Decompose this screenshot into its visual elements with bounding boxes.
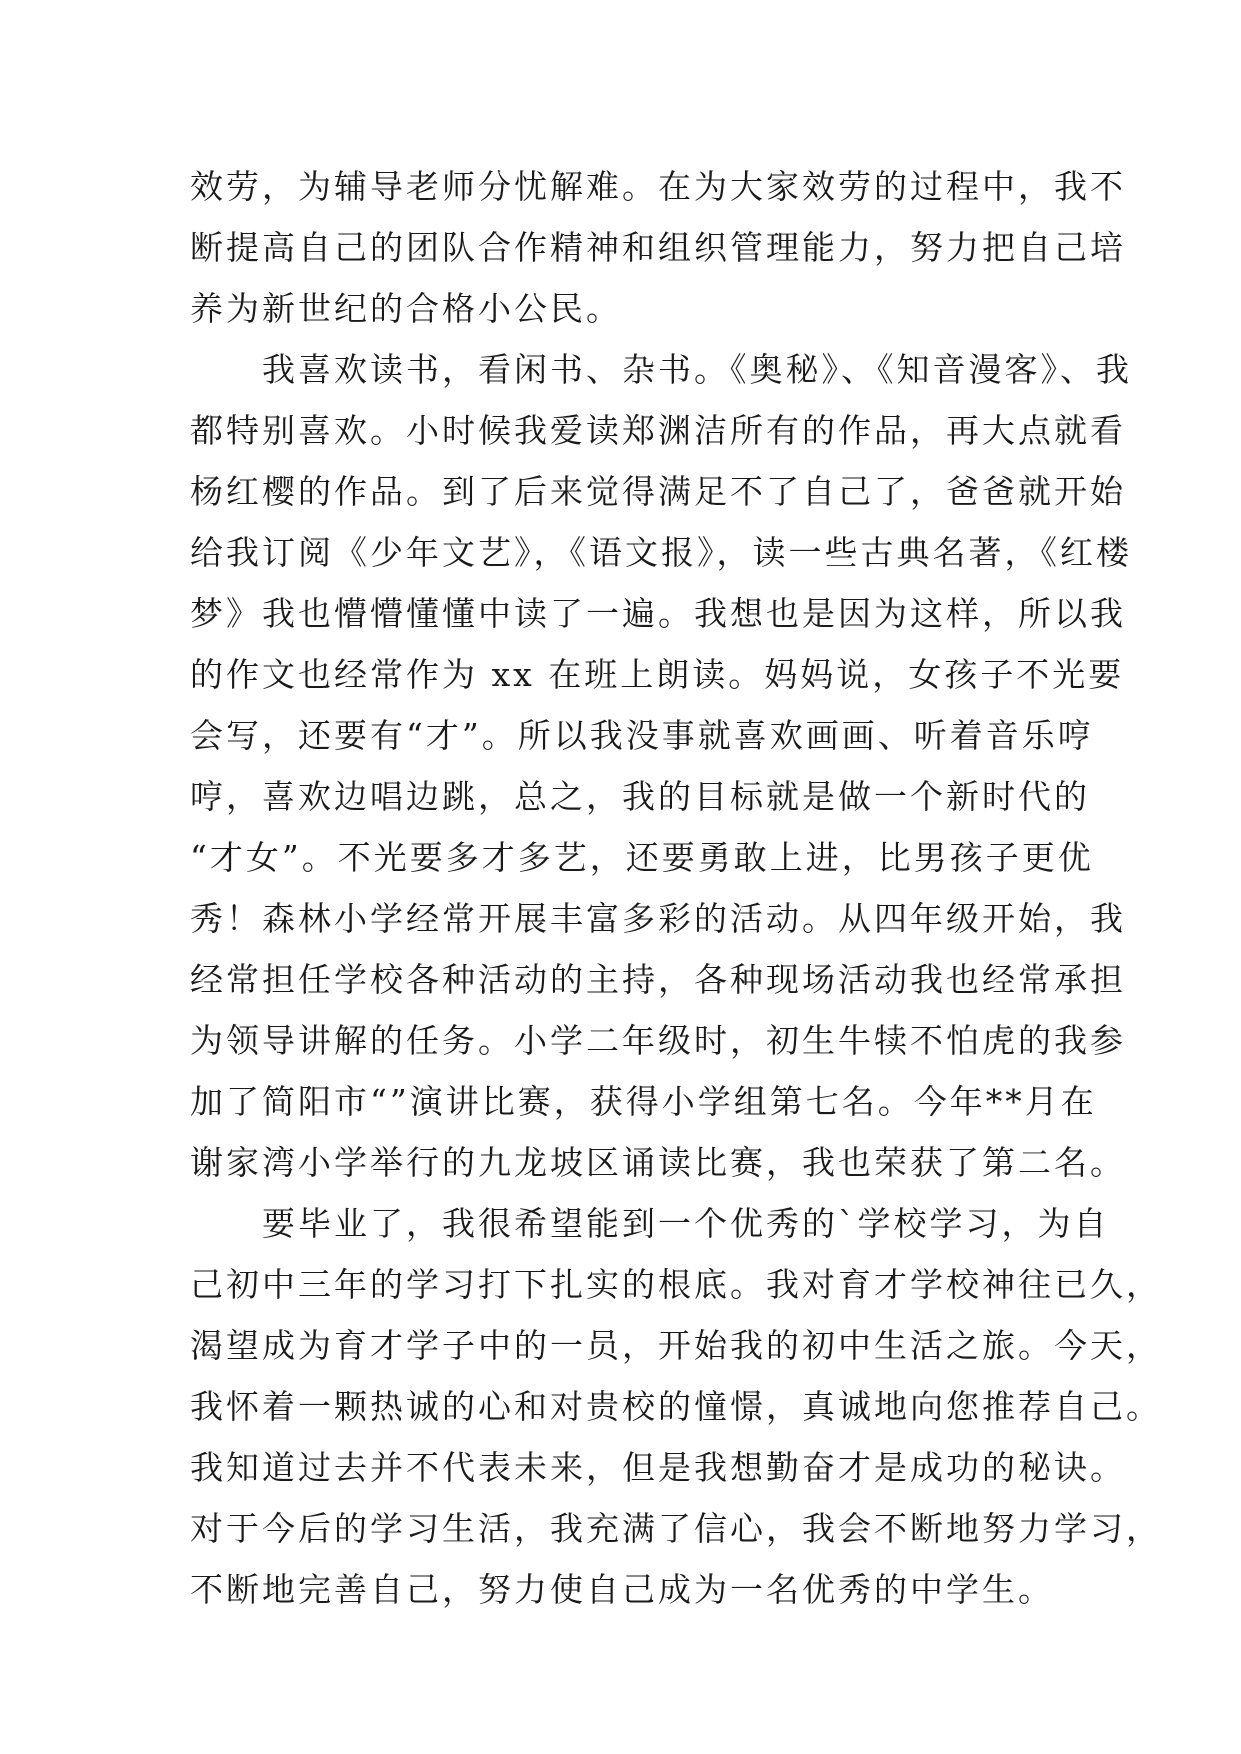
text-line: 为领导讲解的任务。小学二年级时，初生牛犊不怕虎的我参: [190, 1021, 1126, 1060]
text-line: 对于今后的学习生活，我充满了信心，我会不断地努力学习，: [190, 1509, 1162, 1548]
text-line: 给我订阅《少年文艺》，《语文报》，读一些古典名著，《红楼: [190, 533, 1132, 572]
body-text: [190, 156, 1162, 1620]
text-line: 我怀着一颗热诚的心和对贵校的憧憬，真诚地向您推荐自己。: [190, 1387, 1162, 1426]
text-line: 经常担任学校各种活动的主持，各种现场活动我也经常承担: [190, 960, 1126, 999]
text-line: 谢家湾小学举行的九龙坡区诵读比赛，我也荣获了第二名。: [190, 1143, 1126, 1182]
text-line: 加了简阳市“”演讲比赛，获得小学组第七名。今年**月在: [190, 1082, 1097, 1121]
text-line: “才女”。不光要多才多艺，还要勇敢上进，比男孩子更优: [190, 838, 1094, 877]
text-line: 会写，还要有“才”。所以我没事就喜欢画画、听着音乐哼: [190, 716, 1094, 755]
text-line: 哼，喜欢边唱边跳，总之，我的目标就是做一个新时代的: [190, 777, 1090, 816]
text-line: 秀！森林小学经常开展丰富多彩的活动。从四年级开始，我: [190, 899, 1126, 938]
text-line: 我喜欢读书，看闲书、杂书。《奥秘》、《知音漫客》、我: [190, 350, 1132, 389]
text-line: 梦》我也懵懵懂懂中读了一遍。我想也是因为这样，所以我: [190, 594, 1126, 633]
text-line: 己初中三年的学习打下扎实的根底。我对育才学校神往已久，: [190, 1265, 1162, 1304]
text-line: 养为新世纪的合格小公民。: [190, 289, 622, 328]
text-line: 断提高自己的团队合作精神和组织管理能力，努力把自己培: [190, 228, 1126, 267]
text-line: 要毕业了，我很希望能到一个优秀的`学校学习，为自: [190, 1204, 1110, 1243]
text-line: 效劳，为辅导老师分忧解难。在为大家效劳的过程中，我不: [190, 167, 1126, 206]
text-line: 我知道过去并不代表未来，但是我想勤奋才是成功的秘诀。: [190, 1448, 1126, 1487]
text-line: 不断地完善自己，努力使自己成为一名优秀的中学生。: [190, 1570, 1054, 1609]
text-line: 都特别喜欢。小时候我爱读郑渊洁所有的作品，再大点就看: [190, 411, 1126, 450]
text-line: 的作文也经常作为 xx 在班上朗读。妈妈说，女孩子不光要: [190, 655, 1125, 694]
text-line: 杨红樱的作品。到了后来觉得满足不了自己了，爸爸就开始: [190, 472, 1126, 511]
text-line: 渴望成为育才学子中的一员，开始我的初中生活之旅。今天，: [190, 1326, 1162, 1365]
